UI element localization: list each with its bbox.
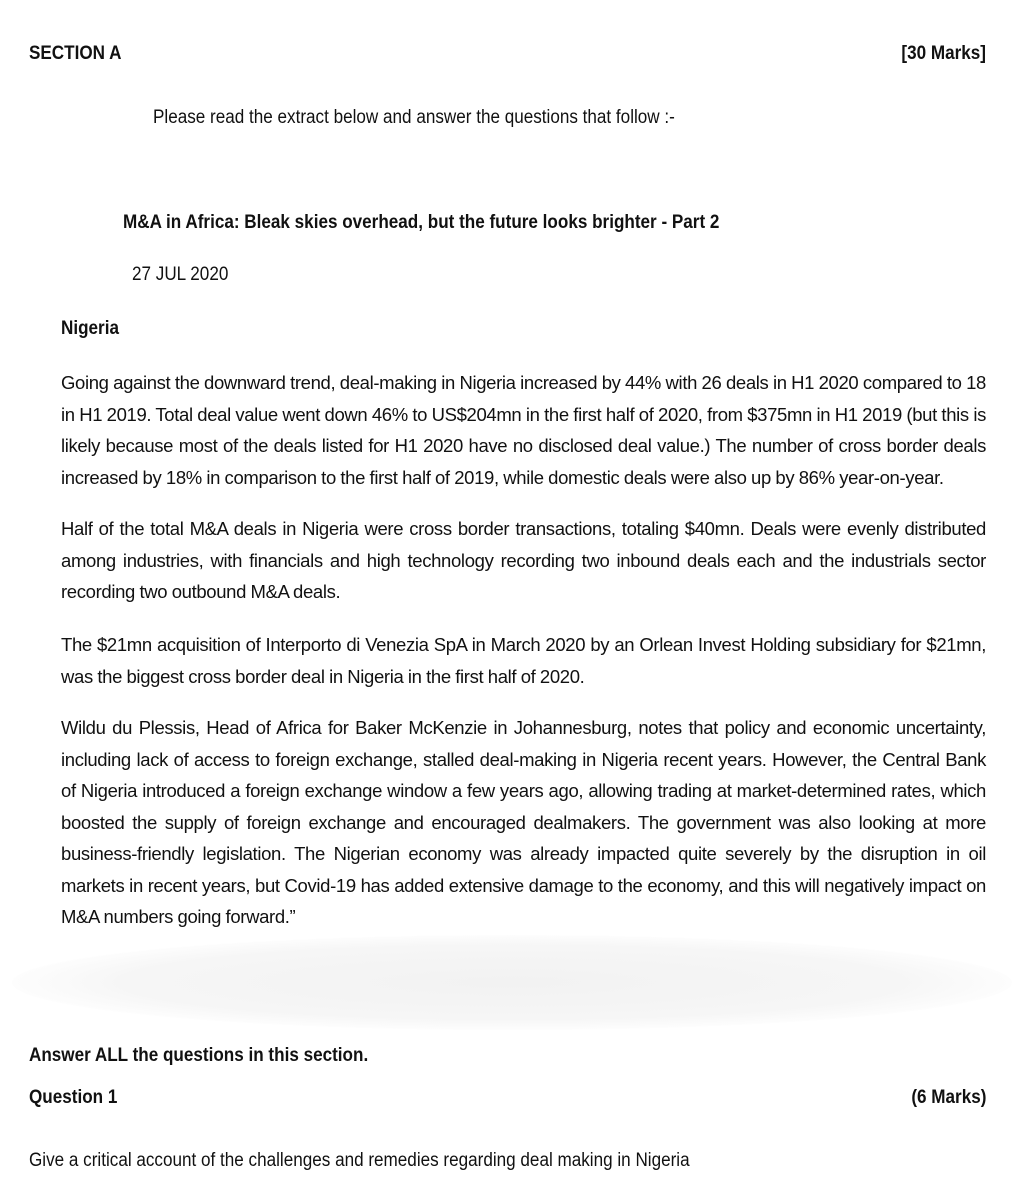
article-paragraph-3: The $21mn acquisition of Interporto di Venezia SpA in March 2020 by an Orlean Invest Holding subsidiary for $21mn, was the biggest cross border deal in Nigeria in the first half of 2020. (61, 634, 986, 687)
article-paragraph-2: Half of the total M&A deals in Nigeria were cross border transactions, totaling $40mn. Deals were evenly distributed among industries, with financials and high technology recording two inbound deals each and the industrials sector recording two outbound M&A deals. (61, 518, 986, 602)
article-paragraph-1: Going against the downward trend, deal-making in Nigeria increased by 44% with 26 deals in H1 2020 compared to 18 in H1 2019. Total deal value went down 46% to US$204mn in the first half of 2020, from $375mn in H1 2019 (but this is likely because most of the deals listed for H1 2020 have no disclosed deal value.) The number of cross border deals increased by 18% in comparison to the first half of 2019, while domestic deals were also up by 86% year-on-year. (61, 372, 986, 488)
question-1-marks: (6 Marks) (910, 1087, 986, 1108)
section-title: SECTION A (29, 43, 122, 64)
article-title: M&A in Africa: Bleak skies overhead, but the future looks brighter - Part 2 (123, 212, 720, 233)
scan-smudge (12, 935, 1012, 1030)
article-date: 27 JUL 2020 (132, 264, 229, 285)
section-marks: [30 Marks] (901, 43, 986, 64)
questions-instruction: Answer ALL the questions in this section. (29, 1045, 369, 1066)
question-1-text: Give a critical account of the challenges and remedies regarding deal making in Nigeria (29, 1150, 690, 1171)
country-heading: Nigeria (61, 318, 119, 339)
article-paragraph-4: Wildu du Plessis, Head of Africa for Baker McKenzie in Johannesburg, notes that policy and economic uncertainty, including lack of access to foreign exchange, stalled deal-making in Nigeria recent years. However, the Central Bank of Nigeria introduced a foreign exchange window a few years ago, allowing trading at market-determined rates, which boosted the supply of foreign exchange and encouraged dealmakers. The government was also looking at more business-friendly legislation. The Nigerian economy was already impacted quite severely by the disruption in oil markets in recent years, but Covid-19 has added extensive damage to the economy, and this will negatively impact on M&A numbers going forward.” (61, 717, 986, 927)
question-1-label: Question 1 (29, 1087, 118, 1108)
reading-instruction: Please read the extract below and answer the questions that follow :- (153, 107, 675, 128)
